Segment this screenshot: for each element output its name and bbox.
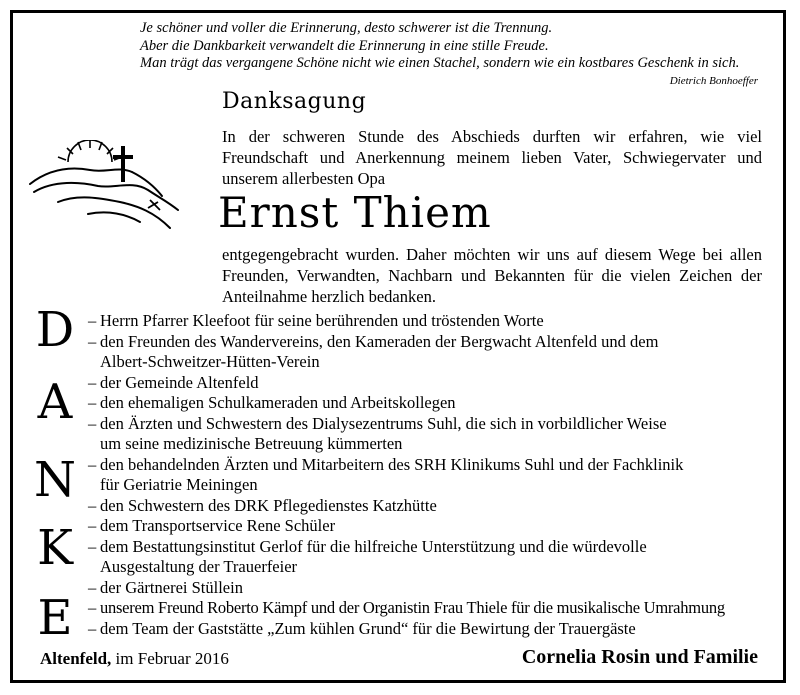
list-item [88, 619, 778, 640]
list-item-text: der Gemeinde Altenfeld [100, 372, 259, 392]
list-item [88, 393, 778, 414]
list-item-text: dem Team der Gaststätte „Zum kühlen Grund“ für die Bewirtung der Trauergäste [100, 618, 636, 638]
bonhoeffer-quote [140, 20, 760, 73]
list-item-text: den ehemaligen Schulkameraden und Arbeitskollegen [100, 393, 456, 412]
notice-heading: Danksagung [222, 89, 367, 114]
list-dash: – [88, 618, 97, 638]
list-item [88, 537, 778, 578]
list-item [88, 455, 778, 496]
list-item-text: dem Transportservice Rene Schüler [100, 516, 336, 535]
list-item-text: den Schwestern des DRK Pflegedienstes Katzhütte [100, 495, 437, 515]
quote-author: Dietrich Bonhoeffer [669, 75, 758, 87]
list-dash: – [88, 372, 97, 392]
place-and-date [40, 649, 229, 669]
quote-line: Je schöner und voller die Erinnerung, desto schwerer ist die Trennung. [140, 20, 553, 36]
list-item-text: der Gärtnerei Stüllein [100, 577, 243, 597]
list-dash: – [88, 413, 97, 433]
cross-over-hills-sunrise-icon [28, 140, 198, 235]
quote-line: Man trägt das vergangene Schöne nicht wie einen Stachel, sondern wie ein kostbares Geschenk in sich. [140, 55, 740, 71]
list-dash: – [88, 393, 97, 412]
quote-line: Aber die Dankbarkeit verwandelt die Erinnerung in eine stille Freude. [140, 37, 549, 54]
list-item [88, 373, 778, 394]
list-dash: – [88, 516, 97, 535]
signature: Cornelia Rosin und Familie [521, 646, 758, 668]
danke-letter-e: E [37, 590, 73, 646]
list-item [88, 516, 778, 537]
list-item [88, 414, 778, 455]
list-item [88, 311, 778, 332]
list-item-text: um seine medizinische Betreuung kümmerten [100, 434, 403, 453]
list-dash: – [88, 331, 97, 351]
list-dash: – [88, 495, 97, 515]
deceased-name: Ernst Thiem [218, 188, 492, 237]
list-item-text: für Geriatrie Meiningen [100, 475, 258, 494]
list-item [88, 598, 778, 619]
list-item-text: unserem Freund Roberto Kämpf und der Organistin Frau Thiele für die musikalische Umrahmung [100, 598, 725, 617]
list-item-text: den Ärzten und Schwestern des Dialysezentrums Suhl, die sich in vorbildlicher Weise [100, 413, 667, 433]
list-item [88, 332, 778, 373]
date: im Februar 2016 [115, 649, 229, 668]
thanks-list [88, 311, 778, 639]
list-dash: – [88, 454, 97, 474]
list-item [88, 578, 778, 599]
list-item-text: dem Bestattungsinstitut Gerlof für die hilfreiche Unterstützung und die würdevolle [100, 536, 647, 556]
list-dash: – [88, 536, 97, 556]
list-dash: – [88, 577, 97, 597]
list-dash: – [88, 311, 97, 330]
thanks-intro-text: entgegengebracht wurden. Daher möchten wir uns auf diesem Wege bei allen Freunden, Verwandten, Nachbarn und Bekannten für die vielen Zeichen der Anteilnahme herzlich bedanken. [222, 245, 762, 306]
danke-letter-n: N [34, 452, 76, 508]
list-item-text: Albert-Schweitzer-Hütten-Verein [100, 352, 320, 371]
list-item-text: Herrn Pfarrer Kleefoot für seine berührenden und tröstenden Worte [100, 311, 544, 330]
list-item-text: den behandelnden Ärzten und Mitarbeitern des SRH Klinikums Suhl und der Fachklinik [100, 454, 684, 474]
list-item [88, 496, 778, 517]
list-item-text: den Freunden des Wandervereins, den Kameraden der Bergwacht Altenfeld und dem [100, 331, 659, 351]
list-dash: – [88, 598, 96, 617]
danke-letter-d: D [35, 302, 75, 358]
list-item-text: Ausgestaltung der Trauerfeier [100, 557, 298, 576]
danke-letter-a: A [37, 374, 73, 430]
intro-text: In der schweren Stunde des Abschieds durften wir erfahren, wie viel Freundschaft und Anerkennung meinem lieben Vater, Schwiegervater und unserem allerbesten Opa [222, 127, 762, 188]
danke-letter-k: K [37, 520, 73, 576]
place: Altenfeld, [40, 649, 112, 668]
